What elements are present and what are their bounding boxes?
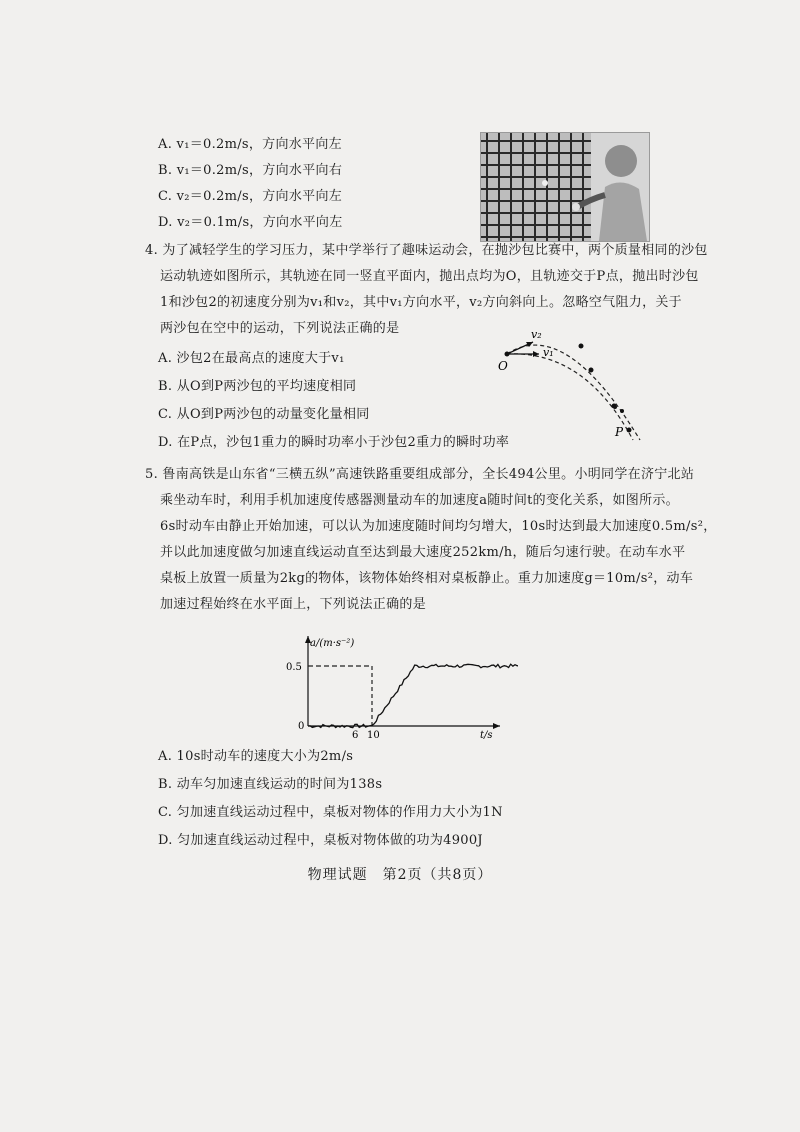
q3-option-d[interactable]: D. v₂＝0.1m/s，方向水平向左 bbox=[158, 215, 343, 230]
point-o bbox=[505, 352, 510, 357]
q5-option-b[interactable]: B. 动车匀加速直线运动的时间为138s bbox=[158, 777, 383, 792]
sandbag-1-lower-marker bbox=[620, 409, 624, 413]
q4-option-b[interactable]: B. 从O到P两沙包的平均速度相同 bbox=[158, 379, 357, 394]
page-footer: 物理试题 第2页（共8页） bbox=[307, 867, 493, 883]
q5-option-c[interactable]: C. 匀加速直线运动过程中，桌板对物体的作用力大小为1N bbox=[158, 805, 503, 820]
sandbag-1-marker bbox=[589, 368, 594, 373]
acceleration-trace bbox=[308, 664, 518, 727]
q5-line-4: 并以此加速度做匀加速直线运动直至达到最大速度252km/h，随后匀速行驶。在动车水平 bbox=[160, 545, 686, 560]
q3-option-c[interactable]: C. v₂＝0.2m/s，方向水平向左 bbox=[158, 189, 343, 204]
q3-photo bbox=[480, 132, 650, 242]
q4-line-3: 1和沙包2的初速度分别为v₁和v₂，其中v₁方向水平，v₂方向斜向上。忽略空气阻力，关于 bbox=[160, 295, 682, 310]
sandbag-2-marker bbox=[579, 344, 584, 349]
q5-line-6: 加速过程始终在水平面上，下列说法正确的是 bbox=[160, 597, 427, 612]
q5-option-d[interactable]: D. 匀加速直线运动过程中，桌板对物体做的功为4900J bbox=[158, 833, 483, 848]
x-axis-arrowhead bbox=[493, 723, 500, 729]
q5-acceleration-chart bbox=[278, 630, 518, 742]
q5-line-3: 6s时动车由静止开始加速，可以认为加速度随时间均匀增大，10s时达到最大加速度0.5m/s²， bbox=[160, 519, 717, 534]
y-tick-0-5: 0.5 bbox=[286, 662, 302, 673]
x-tick-6: 6 bbox=[352, 730, 359, 741]
q5-line-5: 桌板上放置一质量为2kg的物体，该物体始终相对桌板静止。重力加速度g＝10m/s²，动车 bbox=[160, 571, 694, 586]
q3-option-a[interactable]: A. v₁＝0.2m/s，方向水平向左 bbox=[158, 137, 342, 152]
q4-line-1: 4. 为了减轻学生的学习压力，某中学举行了趣味运动会，在抛沙包比赛中，两个质量相同的沙包 bbox=[145, 243, 708, 258]
x-axis-label: t/s bbox=[480, 730, 493, 741]
sandbag-2-lower-marker bbox=[613, 405, 617, 409]
y-axis-label: a/(m·s⁻²) bbox=[310, 638, 355, 649]
q3-photo-graphic bbox=[481, 133, 649, 241]
q5-line-1: 5. 鲁南高铁是山东省“三横五纵”高速铁路重要组成部分，全长494公里。小明同学在济宁北站 bbox=[145, 467, 695, 482]
q4-option-d[interactable]: D. 在P点，沙包1重力的瞬时功率小于沙包2重力的瞬时功率 bbox=[158, 435, 510, 450]
o-label: O bbox=[498, 359, 508, 373]
q4-line-4: 两沙包在空中的运动，下列说法正确的是 bbox=[160, 321, 400, 336]
q4-option-c[interactable]: C. 从O到P两沙包的动量变化量相同 bbox=[158, 407, 370, 422]
y-tick-0: 0 bbox=[298, 721, 305, 732]
v2-label: v₂ bbox=[531, 328, 542, 341]
q3-option-b[interactable]: B. v₁＝0.2m/s，方向水平向右 bbox=[158, 163, 343, 178]
p-label: P bbox=[615, 425, 624, 439]
q4-line-2: 运动轨迹如图所示，其轨迹在同一竖直平面内，抛出点均为O，且轨迹交于P点，抛出时沙包 bbox=[160, 269, 699, 284]
x-tick-10: 10 bbox=[367, 730, 380, 741]
v1-label: v₁ bbox=[543, 346, 554, 359]
q4-option-a[interactable]: A. 沙包2在最高点的速度大于v₁ bbox=[158, 351, 345, 366]
q5-option-a[interactable]: A. 10s时动车的速度大小为2m/s bbox=[158, 749, 354, 764]
point-p bbox=[627, 428, 632, 433]
q4-trajectory-figure bbox=[495, 322, 655, 447]
q5-line-2: 乘坐动车时，利用手机加速度传感器测量动车的加速度a随时间t的变化关系，如图所示。 bbox=[160, 493, 679, 508]
